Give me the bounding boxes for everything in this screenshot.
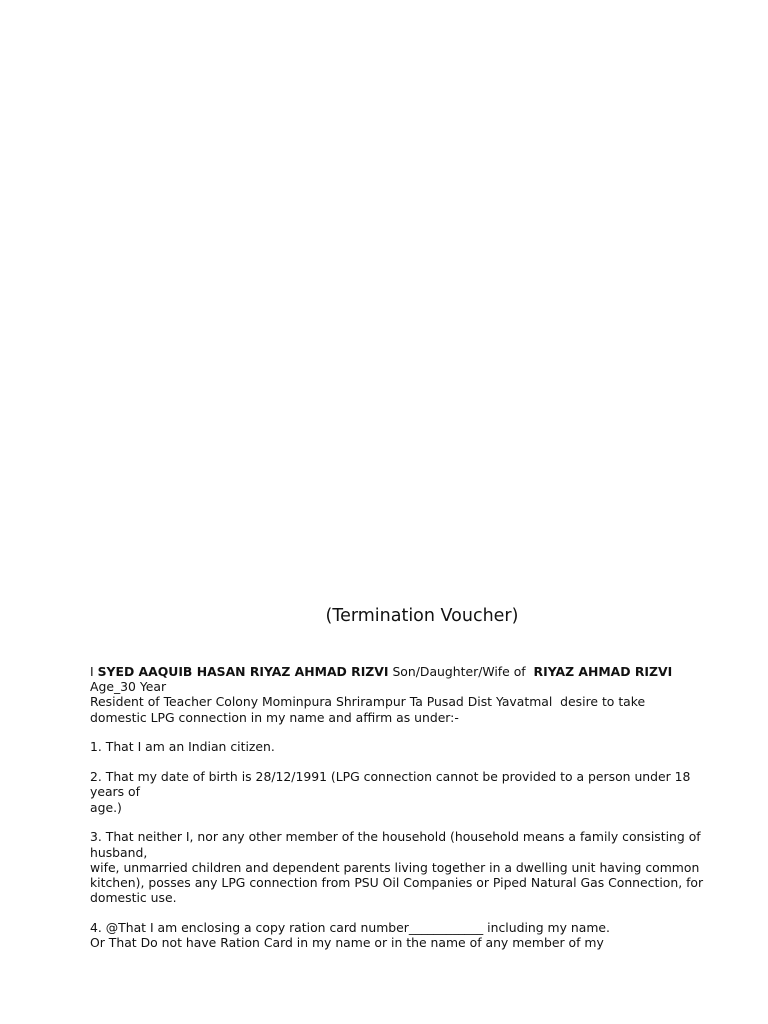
intro-i-prefix: I (90, 664, 98, 679)
clause-2-line-2: years of (90, 784, 140, 800)
paragraph-gap (90, 725, 720, 740)
clause-3-line-2: husband, (90, 844, 148, 860)
relation-text: Son/Daughter/Wife of (388, 664, 534, 679)
applicant-name: SYED AAQUIB HASAN RIYAZ AHMAD RIZVI (97, 664, 389, 679)
clause-2-line-1: 2. That my date of birth is 28/12/1991 (LPG connection cannot be provided to a person under 18 (90, 769, 691, 785)
clause-3-line-1: 3. That neither I, nor any other member of the household (household means a family consisting of (90, 829, 701, 845)
clause-3-line-3: wife, unmarried children and dependent parents living together in a dwelling unit having common (90, 859, 700, 875)
age-line: Age_30 Year (90, 679, 167, 695)
residence-line: Resident of Teacher Colony Mominpura Shrirampur Ta Pusad Dist Yavatmal desire to take (90, 694, 646, 710)
intro-name-line (90, 664, 720, 679)
clause-4-line-1: 4. @That I am enclosing a copy ration card number____________ including my name. (90, 920, 610, 936)
affirm-line: domestic LPG connection in my name and affirm as under:- (90, 709, 459, 725)
paragraph-gap (90, 815, 720, 830)
clause-3-line-4: kitchen), posses any LPG connection from PSU Oil Companies or Piped Natural Gas Connection, for (90, 875, 704, 891)
paragraph-gap (90, 755, 720, 770)
clause-4-line-2: Or That Do not have Ration Card in my name or in the name of any member of my (90, 935, 604, 951)
clause-2-line-3: age.) (90, 799, 122, 815)
declaration-body (90, 664, 720, 950)
paragraph-gap (90, 905, 720, 920)
clause-3-line-5: domestic use. (90, 890, 177, 906)
document-title: (Termination Voucher) (325, 606, 519, 626)
parent-name: RIYAZ AHMAD RIZVI (533, 664, 673, 679)
clause-1-line-1: 1. That I am an Indian citizen. (90, 739, 275, 755)
